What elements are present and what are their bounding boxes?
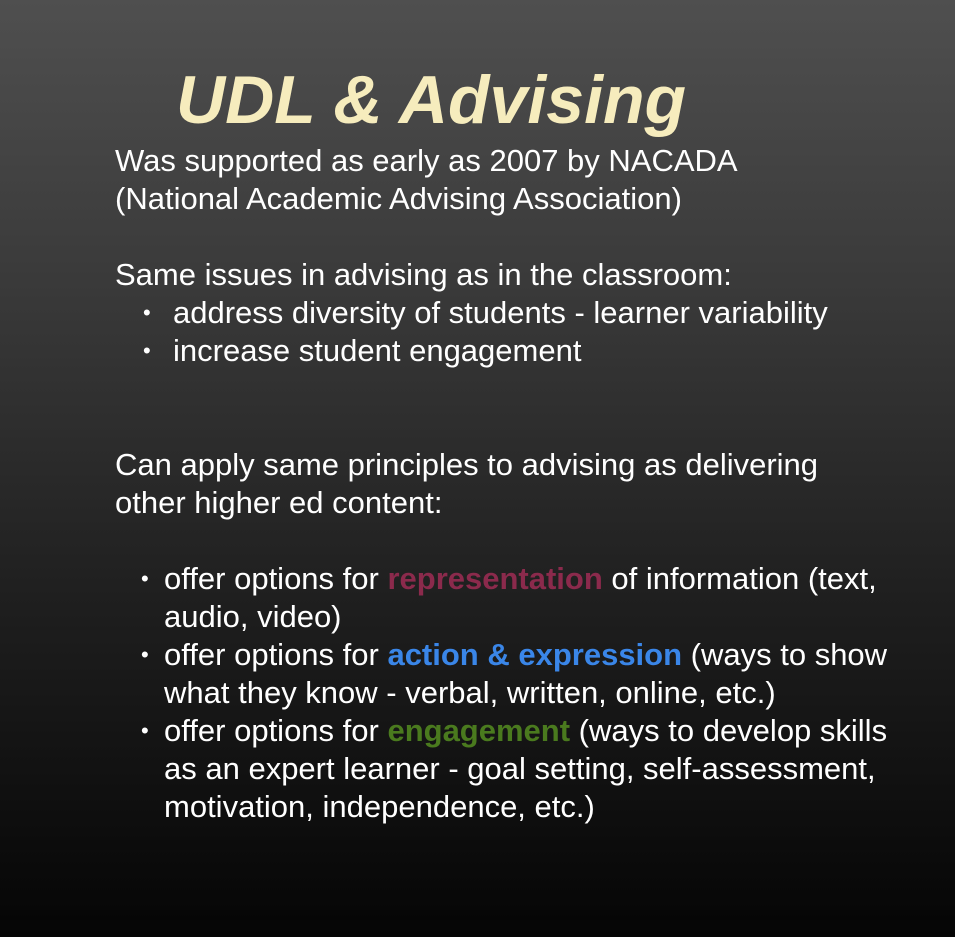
issue-text: address diversity of students - learner variability	[173, 295, 828, 330]
principle-prefix: offer options for	[164, 637, 388, 672]
list-item	[115, 636, 895, 712]
principles-list	[115, 560, 895, 826]
bullet-icon: •	[141, 642, 149, 667]
bullet-icon: •	[143, 300, 151, 325]
issues-heading: Same issues in advising as in the classroom:	[115, 257, 732, 292]
issue-text: increase student engagement	[173, 333, 582, 368]
list-item	[115, 560, 895, 636]
intro-line-2: (National Academic Advising Association)	[115, 181, 682, 216]
principles-heading: Can apply same principles to advising as delivering other higher ed content:	[115, 447, 819, 520]
principle-suffix: of information (text, audio, video)	[164, 561, 877, 634]
keyword-action-expression: action & expression	[387, 637, 683, 672]
principle-prefix: offer options for	[164, 713, 388, 748]
bullet-icon: •	[141, 566, 149, 591]
principle-suffix: (ways to develop skills as an expert learner - goal setting, self-assessment, motivation, independence, etc.)	[164, 713, 888, 824]
principle-suffix: (ways to show what they know - verbal, written, online, etc.)	[164, 637, 888, 710]
list-item	[115, 294, 895, 332]
spacer	[115, 218, 895, 256]
list-item	[115, 712, 895, 826]
issues-list	[115, 294, 895, 370]
principle-prefix: offer options for	[164, 561, 388, 596]
spacer	[115, 370, 895, 446]
slide-title: UDL & Advising	[176, 62, 687, 138]
intro-line-1: Was supported as early as 2007 by NACADA	[115, 143, 738, 178]
list-item	[115, 332, 895, 370]
spacer	[115, 522, 895, 560]
keyword-representation: representation	[387, 561, 603, 596]
keyword-engagement: engagement	[387, 713, 571, 748]
slide-body	[115, 142, 895, 826]
bullet-icon: •	[143, 338, 151, 363]
bullet-icon: •	[141, 718, 149, 743]
